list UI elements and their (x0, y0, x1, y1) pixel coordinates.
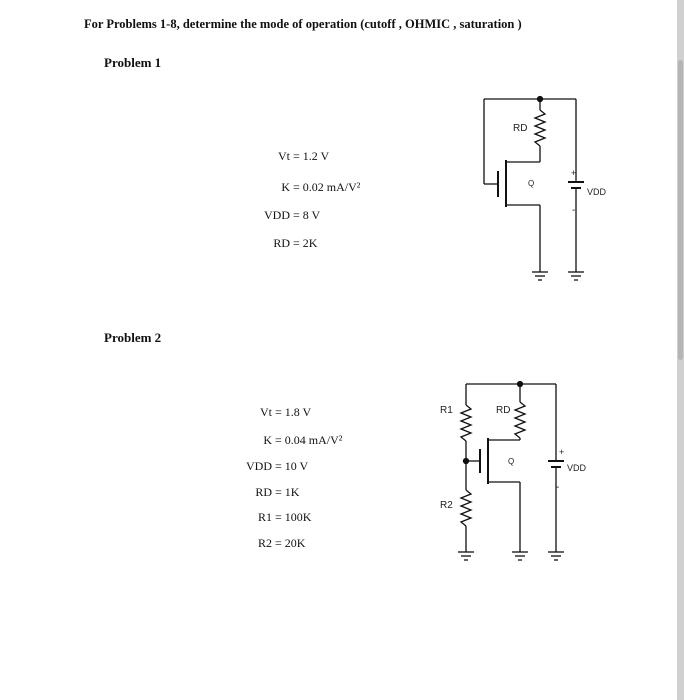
circuit-1-minus-sign: - (572, 205, 576, 216)
circuit-2-r2-label: R2 (440, 500, 453, 511)
circuit-2-q-label: Q (508, 457, 515, 466)
param-symbol: RD (273, 236, 290, 250)
circuit-2-minus-sign: - (556, 482, 560, 493)
param-symbol: K (281, 180, 290, 194)
circuit-1-rd-label: RD (513, 123, 528, 134)
param-value: = 2K (293, 236, 318, 250)
rd-resistor (535, 110, 545, 146)
circuit-2-rd-label: RD (496, 405, 511, 416)
r1-resistor (461, 405, 471, 441)
param-value: = 1.2 V (293, 149, 330, 163)
circuit-1 (484, 97, 584, 281)
param-symbol: RD (255, 485, 272, 499)
param-symbol: R1 (257, 510, 272, 524)
circuit-1-q-label: Q (528, 179, 535, 188)
param-symbol: VDD (246, 459, 272, 473)
problem-set-heading: For Problems 1-8, determine the mode of operation (cutoff , OHMIC , saturation ) (84, 17, 522, 31)
circuit-2-plus-sign: + (559, 447, 565, 457)
circuit-1-vdd-label: VDD (587, 187, 607, 197)
problem-2-title: Problem 2 (104, 330, 162, 345)
circuit-2-r1-label: R1 (440, 405, 453, 416)
r2-resistor (461, 490, 471, 526)
scrollbar-thumb[interactable] (678, 60, 683, 360)
problem-1-title: Problem 1 (104, 55, 162, 70)
param-value: = 1K (275, 485, 300, 499)
param-value: = 0.04 mA/V² (275, 433, 343, 447)
vertical-scrollbar[interactable] (677, 0, 684, 700)
circuit-2 (458, 382, 564, 561)
param-value: = 0.02 mA/V² (293, 180, 361, 194)
rd-resistor (515, 402, 525, 438)
param-value: = 100K (275, 510, 312, 524)
param-symbol: Vt (260, 405, 272, 419)
param-symbol: R2 (257, 536, 272, 550)
param-symbol: K (263, 433, 272, 447)
circuit-1-plus-sign: + (571, 168, 577, 178)
circuit-2-vdd-label: VDD (567, 463, 587, 473)
param-value: = 10 V (275, 459, 309, 473)
param-value: = 1.8 V (275, 405, 312, 419)
param-value: = 8 V (293, 208, 321, 222)
param-value: = 20K (275, 536, 306, 550)
param-symbol: VDD (264, 208, 290, 222)
param-symbol: Vt (278, 149, 290, 163)
